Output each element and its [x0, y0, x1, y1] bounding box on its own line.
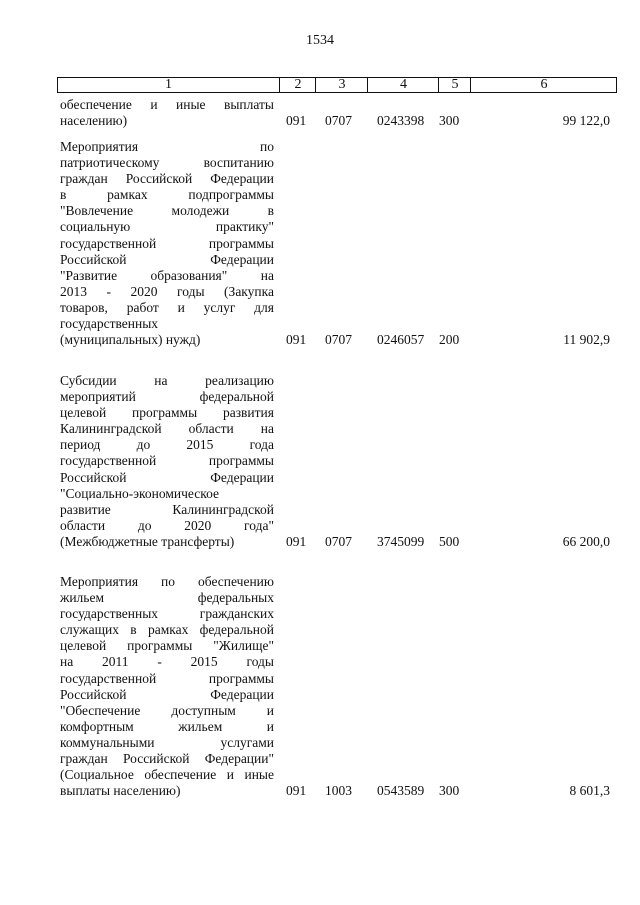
row-description: [60, 574, 274, 799]
description-line: на 2011 - 2015 годы: [60, 654, 274, 670]
description-line: граждан Российской Федерации: [60, 171, 274, 187]
cell-col-5: 300: [439, 783, 460, 799]
description-line: служащих в рамках федеральной: [60, 622, 274, 638]
description-line: коммунальными услугами: [60, 734, 274, 750]
description-line: Российской Федерации: [60, 686, 274, 702]
description-line: жильем федеральных: [60, 590, 274, 606]
row-description: [60, 373, 274, 550]
cell-col-3: 1003: [325, 783, 352, 799]
description-line: выплаты населению): [60, 783, 181, 799]
description-line: Мероприятия по обеспечению: [60, 574, 274, 589]
cell-col-5: 200: [439, 332, 460, 348]
cell-col-4: 3745099: [377, 534, 425, 549]
description-line: развитие Калининградской: [60, 501, 274, 517]
cell-col-4: 0243398: [377, 113, 425, 129]
cell-col-6: 99 122,0: [562, 113, 610, 129]
description-line: 2013 - 2020 годы (Закупка: [60, 283, 274, 299]
description-line: целевой программы развития: [60, 405, 274, 421]
description-line: граждан Российской Федерации": [60, 751, 274, 767]
description-line: Мероприятия по: [60, 139, 274, 154]
description-line: комфортным жильем и: [60, 718, 274, 734]
description-line: Калининградской области на: [60, 421, 274, 437]
description-line: (Межбюджетные трансферты): [60, 533, 235, 549]
cell-col-4: 0543589: [377, 783, 425, 799]
description-line: "Вовлечение молодежи в: [60, 203, 274, 219]
page-number: 1534: [306, 33, 334, 48]
header-col-5: 5: [438, 78, 471, 92]
description-line: социальную практику": [60, 219, 274, 235]
cell-col-5: 500: [439, 534, 460, 549]
description-line: товаров, работ и услуг для: [60, 299, 274, 315]
description-line: патриотическому воспитанию: [60, 155, 274, 171]
row-description: [60, 97, 274, 129]
cell-col-5: 300: [439, 113, 460, 129]
cell-col-2: 091: [286, 332, 307, 348]
header-col-4: 4: [367, 78, 439, 92]
cell-col-2: 091: [286, 534, 307, 549]
description-line: государственной программы: [60, 670, 274, 686]
description-line: обеспечение и иные выплаты: [60, 97, 274, 112]
header-col-3: 3: [315, 78, 368, 92]
description-line: Субсидии на реализацию: [60, 373, 274, 388]
cell-col-3: 0707: [325, 113, 352, 129]
description-line: мероприятий федеральной: [60, 389, 274, 405]
description-line: в рамках подпрограммы: [60, 187, 274, 203]
description-line: целевой программы "Жилище": [60, 638, 274, 654]
description-line: государственных: [60, 316, 159, 332]
row-description: [60, 139, 274, 348]
description-line: период до 2015 года: [60, 437, 274, 453]
description-line: "Обеспечение доступным и: [60, 702, 274, 718]
description-line: "Развитие образования" на: [60, 267, 274, 283]
description-line: области до 2020 года": [60, 517, 274, 533]
cell-col-2: 091: [286, 783, 307, 799]
cell-col-3: 0707: [325, 332, 352, 348]
description-line: государственных гражданских: [60, 606, 274, 622]
header-col-1: 1: [165, 77, 172, 92]
cell-col-2: 091: [286, 113, 307, 129]
cell-col-6: 11 902,9: [563, 332, 610, 348]
cell-col-3: 0707: [325, 534, 352, 549]
cell-col-4: 0246057: [377, 332, 425, 348]
header-col-2: 2: [279, 78, 316, 92]
cell-col-6: 66 200,0: [562, 534, 610, 549]
description-line: государственной программы: [60, 453, 274, 469]
table-header: [57, 77, 617, 93]
description-line: государственной программы: [60, 235, 274, 251]
cell-col-6: 8 601,3: [569, 783, 610, 799]
header-col-6: 6: [470, 78, 617, 92]
description-line: Российской Федерации: [60, 469, 274, 485]
description-line: населению): [60, 113, 128, 129]
description-line: "Социально-экономическое: [60, 485, 219, 501]
description-line: Российской Федерации: [60, 251, 274, 267]
description-line: (Социальное обеспечение и иные: [60, 767, 274, 783]
description-line: (муниципальных) нужд): [60, 332, 201, 348]
